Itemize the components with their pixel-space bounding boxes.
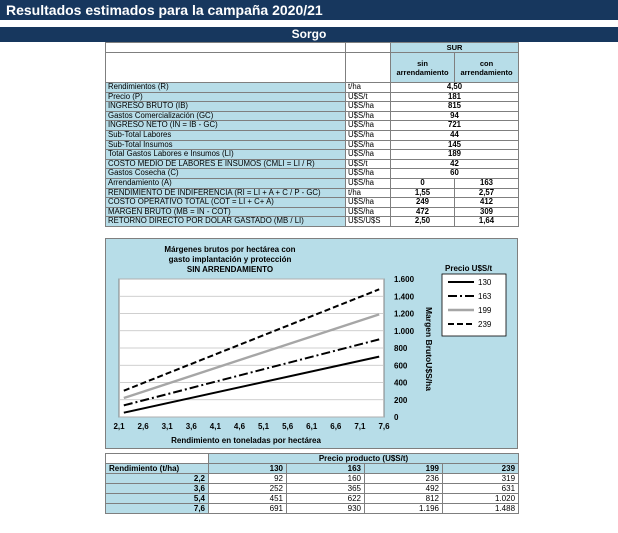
margin-value: 451	[209, 494, 287, 504]
row-unit: t/ha	[346, 83, 391, 93]
y-tick-label: 1.400	[394, 292, 415, 302]
x-tick-label: 5,6	[282, 422, 294, 431]
results-table	[105, 42, 519, 227]
x-tick-label: 7,1	[354, 422, 366, 431]
row-unit: U$S/t	[346, 159, 391, 169]
row-value: 815	[391, 102, 519, 112]
row-unit: U$S/ha	[346, 111, 391, 121]
row-label: COSTO OPERATIVO TOTAL (COT = LI + C+ A)	[106, 198, 346, 208]
row-value: 189	[391, 150, 519, 160]
row-value: 721	[391, 121, 519, 131]
row-value-sin: 472	[391, 207, 455, 217]
blank-cell	[346, 53, 391, 83]
row-value: 181	[391, 92, 519, 102]
x-tick-label: 5,1	[257, 422, 270, 431]
x-tick-label: 2,1	[113, 422, 125, 431]
row-value-con: 163	[455, 178, 519, 188]
row-value: 60	[391, 169, 519, 179]
margin-value: 691	[209, 504, 287, 514]
crop-title: Sorgo	[0, 27, 618, 42]
row-value-sin: 249	[391, 198, 455, 208]
margin-value: 92	[209, 474, 287, 484]
row-unit: U$S/ha	[346, 198, 391, 208]
margin-value: 631	[443, 484, 519, 494]
price-col-header: 163	[287, 464, 365, 474]
col-header-con: con arrendamiento	[455, 53, 519, 83]
row-unit: U$S/ha	[346, 140, 391, 150]
row-value-con: 2,57	[455, 188, 519, 198]
results-row	[106, 150, 519, 160]
rend-value: 7,6	[106, 504, 209, 514]
margin-value: 365	[287, 484, 365, 494]
row-label: COSTO MEDIO DE LABORES E INSUMOS (CMLI = LI / R)	[106, 159, 346, 169]
chart-title: SIN ARRENDAMIENTO	[186, 265, 274, 274]
x-tick-label: 3,6	[185, 422, 197, 431]
legend-title: Precio U$S/t	[445, 264, 493, 273]
y-tick-label: 1.200	[394, 309, 415, 319]
x-tick-label: 4,6	[233, 422, 246, 431]
y-tick-label: 1.600	[394, 275, 415, 284]
y-tick-label: 1.000	[394, 326, 415, 336]
x-tick-label: 4,1	[209, 422, 221, 431]
y-tick-label: 200	[394, 395, 408, 405]
margin-row	[106, 494, 519, 504]
row-label: MARGEN BRUTO (MB = IN - COT)	[106, 207, 346, 217]
row-unit: U$S/ha	[346, 130, 391, 140]
row-unit: U$S/ha	[346, 121, 391, 131]
row-value: 4,50	[391, 83, 519, 93]
row-label: Precio (P)	[106, 92, 346, 102]
row-value-sin: 1,55	[391, 188, 455, 198]
margin-value: 236	[365, 474, 443, 484]
results-row	[106, 198, 519, 208]
x-tick-label: 6,1	[306, 422, 318, 431]
row-label: INGRESO BRUTO (IB)	[106, 102, 346, 112]
results-row	[106, 178, 519, 188]
y-tick-label: 600	[394, 361, 408, 371]
blank-cell	[106, 43, 346, 53]
margin-value: 160	[287, 474, 365, 484]
price-header: Precio producto (U$S/t)	[209, 454, 519, 464]
report-title: Resultados estimados para la campaña 2020/21	[0, 0, 618, 20]
row-value: 44	[391, 130, 519, 140]
x-tick-label: 2,6	[137, 422, 149, 431]
results-row	[106, 121, 519, 131]
margin-table	[105, 453, 519, 514]
region-header: SUR	[391, 43, 519, 53]
x-tick-label: 7,6	[378, 422, 390, 431]
row-value: 42	[391, 159, 519, 169]
row-value-con: 309	[455, 207, 519, 217]
blank-cell	[106, 53, 346, 83]
results-row	[106, 83, 519, 93]
row-unit: U$S/ha	[346, 178, 391, 188]
blank-cell	[106, 454, 209, 464]
margin-row	[106, 484, 519, 494]
row-label: Rendimientos (R)	[106, 83, 346, 93]
results-row	[106, 217, 519, 227]
row-label: Gastos Cosecha (C)	[106, 169, 346, 179]
margin-chart	[105, 238, 518, 449]
margin-value: 622	[287, 494, 365, 504]
row-unit: U$S/ha	[346, 102, 391, 112]
chart-title: gasto implantación y protección	[168, 255, 292, 264]
chart-title: Márgenes brutos por hectárea con	[164, 245, 296, 254]
margin-value: 252	[209, 484, 287, 494]
results-row	[106, 92, 519, 102]
row-unit: U$S/U$S	[346, 217, 391, 227]
row-label: Arrendamiento (A)	[106, 178, 346, 188]
legend-label: 199	[478, 306, 492, 315]
row-label: Gastos Comercialización (GC)	[106, 111, 346, 121]
col-header-sin: sin arrendamiento	[391, 53, 455, 83]
x-tick-label: 3,1	[161, 422, 173, 431]
results-row	[106, 188, 519, 198]
margin-value: 812	[365, 494, 443, 504]
row-label: Sub-Total Labores	[106, 130, 346, 140]
rend-value: 2,2	[106, 474, 209, 484]
margin-row	[106, 504, 519, 514]
x-axis-label: Rendimiento en toneladas por hectárea	[171, 436, 321, 445]
margin-value: 1.488	[443, 504, 519, 514]
legend-label: 130	[478, 278, 492, 287]
margin-value: 1.020	[443, 494, 519, 504]
rend-header: Rendimiento (t/ha)	[106, 464, 209, 474]
row-unit: U$S/ha	[346, 150, 391, 160]
chart-canvas	[106, 239, 517, 448]
margin-value: 930	[287, 504, 365, 514]
row-value-sin: 2,50	[391, 217, 455, 227]
row-label: Total Gastos Labores e Insumos (LI)	[106, 150, 346, 160]
results-row	[106, 111, 519, 121]
results-row	[106, 159, 519, 169]
margin-row	[106, 474, 519, 484]
row-unit: t/ha	[346, 188, 391, 198]
row-unit: U$S/ha	[346, 207, 391, 217]
y-tick-label: 800	[394, 344, 408, 353]
y-tick-label: 400	[394, 378, 408, 388]
margin-value: 319	[443, 474, 519, 484]
price-col-header: 199	[365, 464, 443, 474]
results-row	[106, 140, 519, 150]
margin-value: 1.196	[365, 504, 443, 514]
row-value: 145	[391, 140, 519, 150]
margin-value: 492	[365, 484, 443, 494]
price-col-header: 130	[209, 464, 287, 474]
row-label: RETORNO DIRECTO POR DOLAR GASTADO (MB / LI)	[106, 217, 346, 227]
legend-label: 163	[478, 292, 492, 301]
y-tick-label: 0	[394, 413, 399, 422]
row-value-sin: 0	[391, 178, 455, 188]
rend-value: 5,4	[106, 494, 209, 504]
results-row	[106, 207, 519, 217]
row-unit: U$S/ha	[346, 169, 391, 179]
row-label: RENDIMIENTO DE INDIFERENCIA (RI = LI + A + C / P - GC)	[106, 188, 346, 198]
row-value: 94	[391, 111, 519, 121]
row-label: INGRESO NETO (IN = IB - GC)	[106, 121, 346, 131]
row-value-con: 1,64	[455, 217, 519, 227]
blank-cell	[346, 43, 391, 53]
row-value-con: 412	[455, 198, 519, 208]
row-unit: U$S/t	[346, 92, 391, 102]
legend-box	[442, 274, 506, 336]
price-col-header: 239	[443, 464, 519, 474]
row-label: Sub-Total Insumos	[106, 140, 346, 150]
legend-label: 239	[478, 320, 492, 329]
x-tick-label: 6,6	[330, 422, 342, 431]
y-axis-label: Margen BrutoU$S/ha	[424, 306, 434, 392]
results-row	[106, 130, 519, 140]
results-row	[106, 102, 519, 112]
results-row	[106, 169, 519, 179]
rend-value: 3,6	[106, 484, 209, 494]
